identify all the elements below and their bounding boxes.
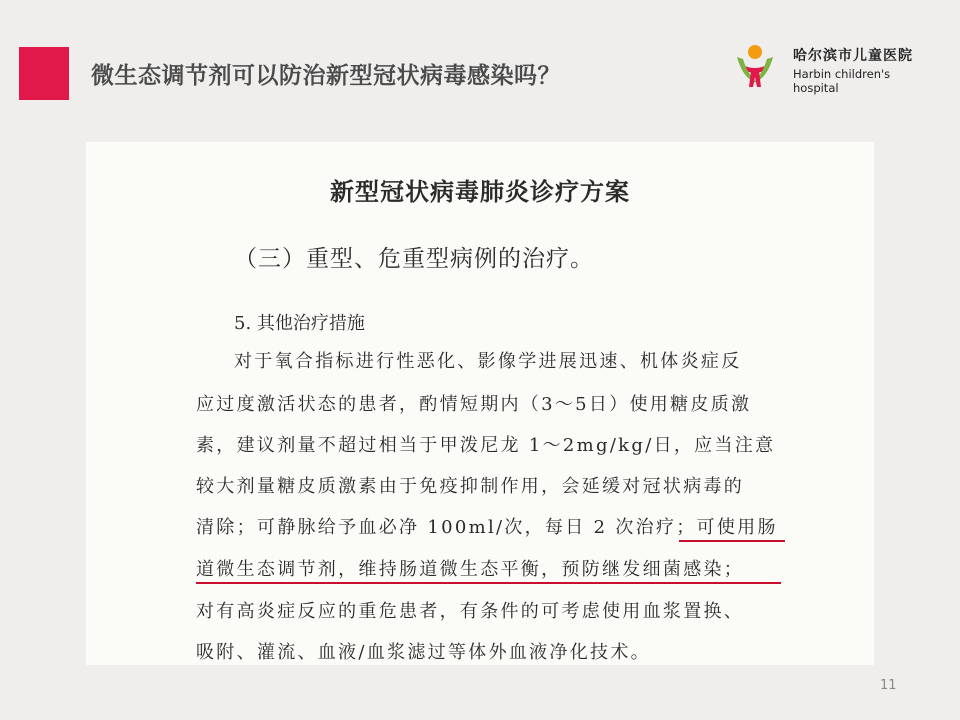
hospital-logo [733,43,933,95]
document-line: 应过度激活状态的患者，酌情短期内（3～5日）使用糖皮质激 [196,394,752,415]
document-title: 新型冠状病毒肺炎诊疗方案 [330,177,630,206]
document-line: 道微生态调节剂，维持肠道微生态平衡，预防继发细菌感染； [196,559,745,580]
highlight-underline [679,540,785,542]
accent-square [19,47,69,100]
document-line: 对于氧合指标进行性恶化、影像学进展迅速、机体炎症反 [234,351,742,372]
document-line: 清除；可静脉给予血必净 100ml/次，每日 2 次治疗；可使用肠 [196,517,778,538]
document-line: 较大剂量糖皮质激素由于免疫抑制作用，会延缓对冠状病毒的 [196,476,745,497]
hospital-name-cn: 哈尔滨市儿童医院 [793,48,913,64]
document-line: 吸附、灌流、血液/血浆滤过等体外血液净化技术。 [196,642,651,663]
document-scan [86,142,874,665]
slide-title: 微生态调节剂可以防治新型冠状病毒感染吗？ [91,63,561,89]
hospital-name-en: Harbin children's hospital [793,67,891,95]
page-number: 11 [880,678,897,693]
document-line: 对有高炎症反应的重危患者，有条件的可考虑使用血浆置换、 [196,601,745,622]
document-item-heading: 5. 其他治疗措施 [234,313,365,334]
document-line: 素，建议剂量不超过相当于甲泼尼龙 1～2mg/kg/日，应当注意 [196,435,776,456]
child-figure-logo-icon [733,43,789,89]
highlight-underline [196,582,781,584]
document-subheading: （三）重型、危重型病例的治疗。 [234,246,594,272]
